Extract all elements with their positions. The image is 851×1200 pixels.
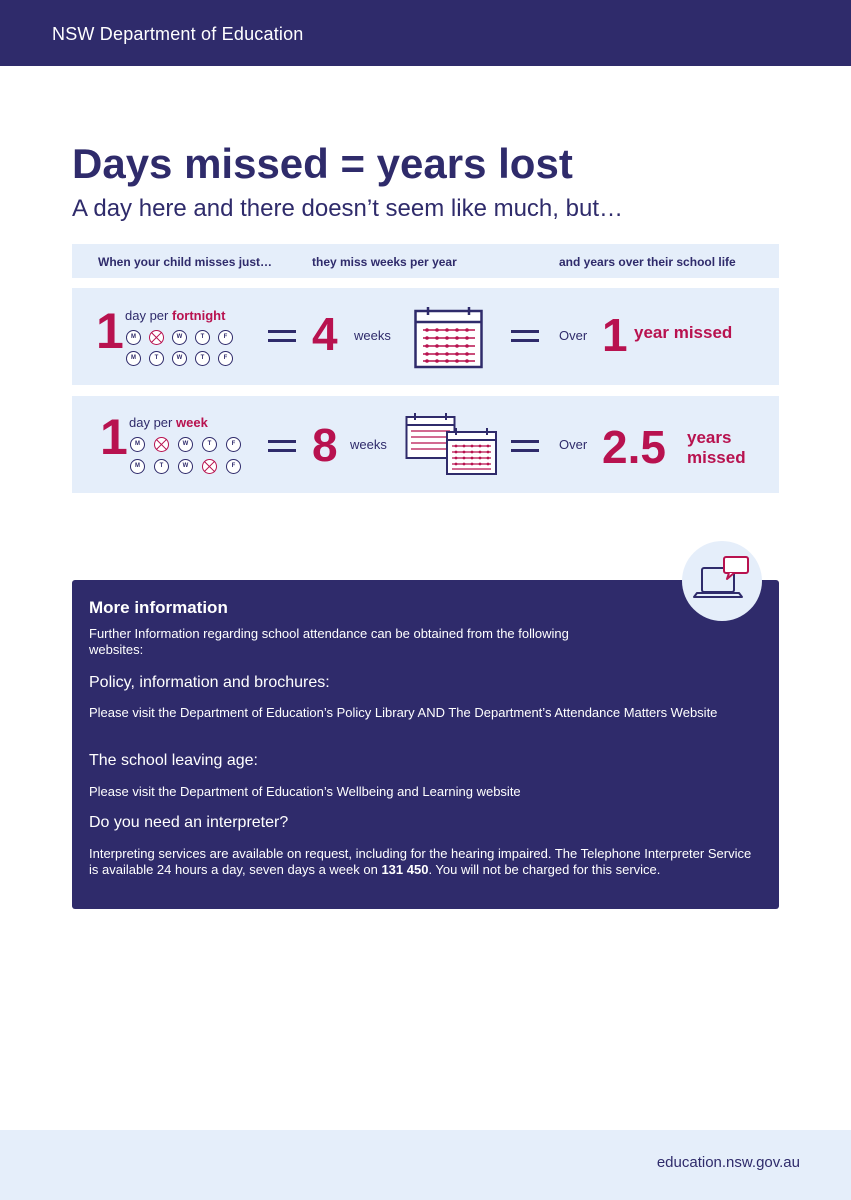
day-dot: M: [130, 459, 145, 474]
day-dot: F: [226, 437, 241, 452]
day-dot: T: [149, 351, 164, 366]
footer-url[interactable]: education.nsw.gov.au: [656, 1154, 800, 1171]
column-header-row: [72, 244, 779, 278]
frequency-prefix: day per: [125, 308, 169, 323]
day-dot: W: [172, 351, 187, 366]
stat-row-week: [72, 396, 779, 493]
equals-icon: [511, 330, 539, 342]
day-dot: W: [172, 330, 187, 345]
over-label: Over: [559, 328, 588, 343]
years-label-line1: years: [687, 428, 732, 447]
calendar-icon: [414, 306, 484, 369]
info-heading: More information: [89, 598, 228, 617]
day-dot: F: [218, 351, 233, 366]
weeks-value: 8: [312, 419, 338, 471]
org-name: NSW Department of Education: [52, 24, 304, 44]
page-subtitle: A day here and there doesn’t seem like much, but…: [72, 195, 623, 222]
leaving-age-text: Please visit the Department of Education’s Wellbeing and Learning website: [89, 784, 521, 799]
double-calendar-icon: [405, 412, 499, 476]
day-dot: M: [126, 351, 141, 366]
interpreter-heading: Do you need an interpreter?: [89, 814, 289, 831]
day-dot: M: [130, 437, 145, 452]
day-dot: W: [178, 437, 193, 452]
interpreter-text: Interpreting services are available on request, including for the hearing impaired. The Telephone Interpreter Service is available 24 hours a day, seven days a week on 131 450. You will not be charged for this service.: [89, 846, 752, 877]
missed-day-dot: [154, 437, 169, 452]
laptop-chat-icon: [682, 541, 762, 621]
day-dot: M: [126, 330, 141, 345]
days-count: 1: [100, 409, 128, 465]
day-dot: T: [154, 459, 169, 474]
column-header-2: they miss weeks per year: [312, 255, 457, 269]
equals-icon: [268, 440, 296, 452]
weeks-value: 4: [312, 308, 338, 360]
frequency-unit: fortnight: [172, 308, 226, 323]
weeks-label: weeks: [350, 437, 387, 452]
column-header-3: and years over their school life: [559, 255, 736, 269]
years-label: year missed: [634, 323, 733, 342]
info-intro: Further Information regarding school attendance can be obtained from the following websites:: [89, 626, 569, 657]
stat-row-fortnight: [72, 288, 779, 385]
equals-icon: [511, 440, 539, 452]
policy-text: Please visit the Department of Education’s Policy Library AND The Department’s Attendance Matters Website: [89, 705, 718, 720]
day-dot: T: [195, 330, 210, 345]
frequency-unit: week: [176, 415, 208, 430]
footer: [0, 1130, 851, 1200]
day-dot: T: [202, 437, 217, 452]
missed-day-dot: [202, 459, 217, 474]
years-label-line2: missed: [687, 448, 746, 467]
policy-heading: Policy, information and brochures:: [89, 674, 330, 691]
interpreter-phone: 131 450: [381, 862, 429, 877]
day-dot: F: [218, 330, 233, 345]
frequency-label: [125, 308, 225, 323]
years-value: 1: [602, 309, 628, 361]
column-header-1: When your child misses just…: [98, 255, 273, 269]
frequency-label: [129, 415, 208, 430]
more-information-panel: [72, 580, 779, 909]
over-label: Over: [559, 437, 588, 452]
top-banner: [0, 0, 851, 66]
page-title: Days missed = years lost: [72, 140, 573, 187]
equals-icon: [268, 330, 296, 342]
days-count: 1: [96, 303, 124, 359]
missed-day-dot: [149, 330, 164, 345]
leaving-age-heading: The school leaving age:: [89, 752, 258, 769]
frequency-prefix: day per: [129, 415, 173, 430]
day-dot: F: [226, 459, 241, 474]
weeks-label: weeks: [354, 328, 391, 343]
years-value: 2.5: [602, 421, 666, 473]
day-dot: T: [195, 351, 210, 366]
day-dot: W: [178, 459, 193, 474]
